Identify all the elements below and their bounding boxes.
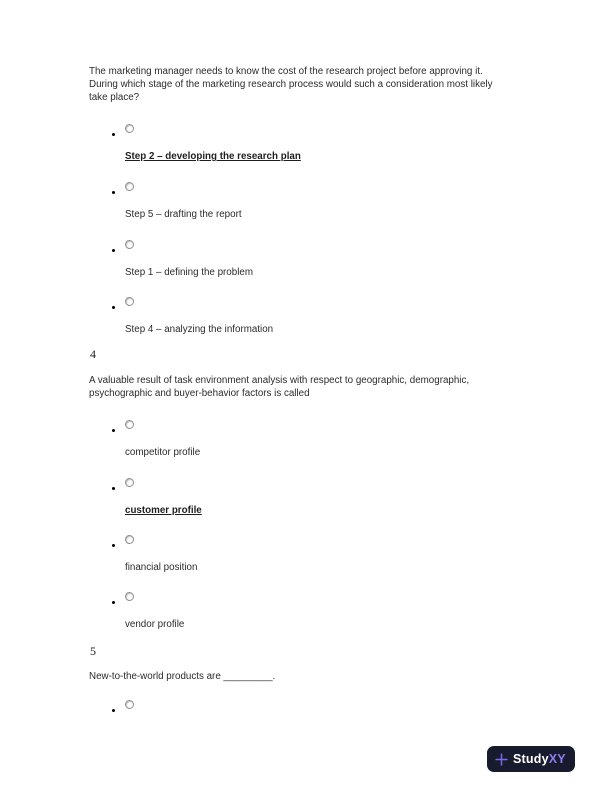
answer-label: Step 4 – analyzing the information [125, 324, 274, 335]
answer-option [89, 478, 449, 520]
question-number: 4 [90, 347, 96, 361]
logo-text [513, 752, 566, 766]
question-text-line: psychographic and buyer-behavior factors is called [89, 387, 310, 399]
list-bullet-icon [112, 191, 115, 194]
answer-label: Step 1 – defining the problem [125, 267, 253, 278]
list-bullet-icon [112, 249, 115, 252]
answer-option [89, 297, 449, 339]
question-text [89, 66, 493, 105]
answer-option [89, 182, 449, 224]
answer-option [89, 124, 449, 166]
answer-label: vendor profile [125, 619, 185, 630]
answer-label: Step 5 – drafting the report [125, 209, 242, 220]
studyxy-logo[interactable] [487, 746, 575, 772]
answer-label: competitor profile [125, 447, 201, 458]
radio-button[interactable] [125, 420, 134, 429]
question-number: 5 [90, 644, 96, 658]
answer-label: financial position [125, 562, 198, 573]
question-text-line: The marketing manager needs to know the cost of the research project before approving it. [89, 66, 483, 77]
question-text-line: A valuable result of task environment analysis with respect to geographic, demographic, [89, 375, 470, 386]
radio-button[interactable] [125, 124, 134, 133]
list-bullet-icon [112, 709, 115, 712]
radio-button[interactable] [125, 592, 134, 601]
answer-option [89, 420, 449, 462]
list-bullet-icon [112, 306, 115, 309]
answer-label: Step 2 – developing the research plan [125, 151, 301, 162]
answer-option [89, 700, 449, 742]
answer-option [89, 240, 449, 282]
plus-icon [494, 752, 509, 767]
radio-button[interactable] [125, 535, 134, 544]
list-bullet-icon [112, 544, 115, 547]
logo-brand-accent: XY [548, 752, 566, 766]
answer-option [89, 535, 449, 577]
radio-button[interactable] [125, 240, 134, 249]
list-bullet-icon [112, 429, 115, 432]
question-text-line: take place? [89, 91, 140, 103]
radio-button[interactable] [125, 297, 134, 306]
question-text-line: New-to-the-world products are _________. [89, 671, 276, 682]
answer-option [89, 592, 449, 634]
list-bullet-icon [112, 487, 115, 490]
radio-button[interactable] [125, 700, 134, 709]
quiz-document [89, 0, 523, 792]
question-text-line: During which stage of the marketing research process would such a consideration most likely [89, 78, 493, 90]
answer-label: customer profile [125, 505, 202, 516]
list-bullet-icon [112, 133, 115, 136]
question-text [89, 671, 275, 684]
radio-button[interactable] [125, 182, 134, 191]
list-bullet-icon [112, 601, 115, 604]
question-text [89, 375, 469, 401]
radio-button[interactable] [125, 478, 134, 487]
logo-brand: Study [513, 752, 549, 766]
